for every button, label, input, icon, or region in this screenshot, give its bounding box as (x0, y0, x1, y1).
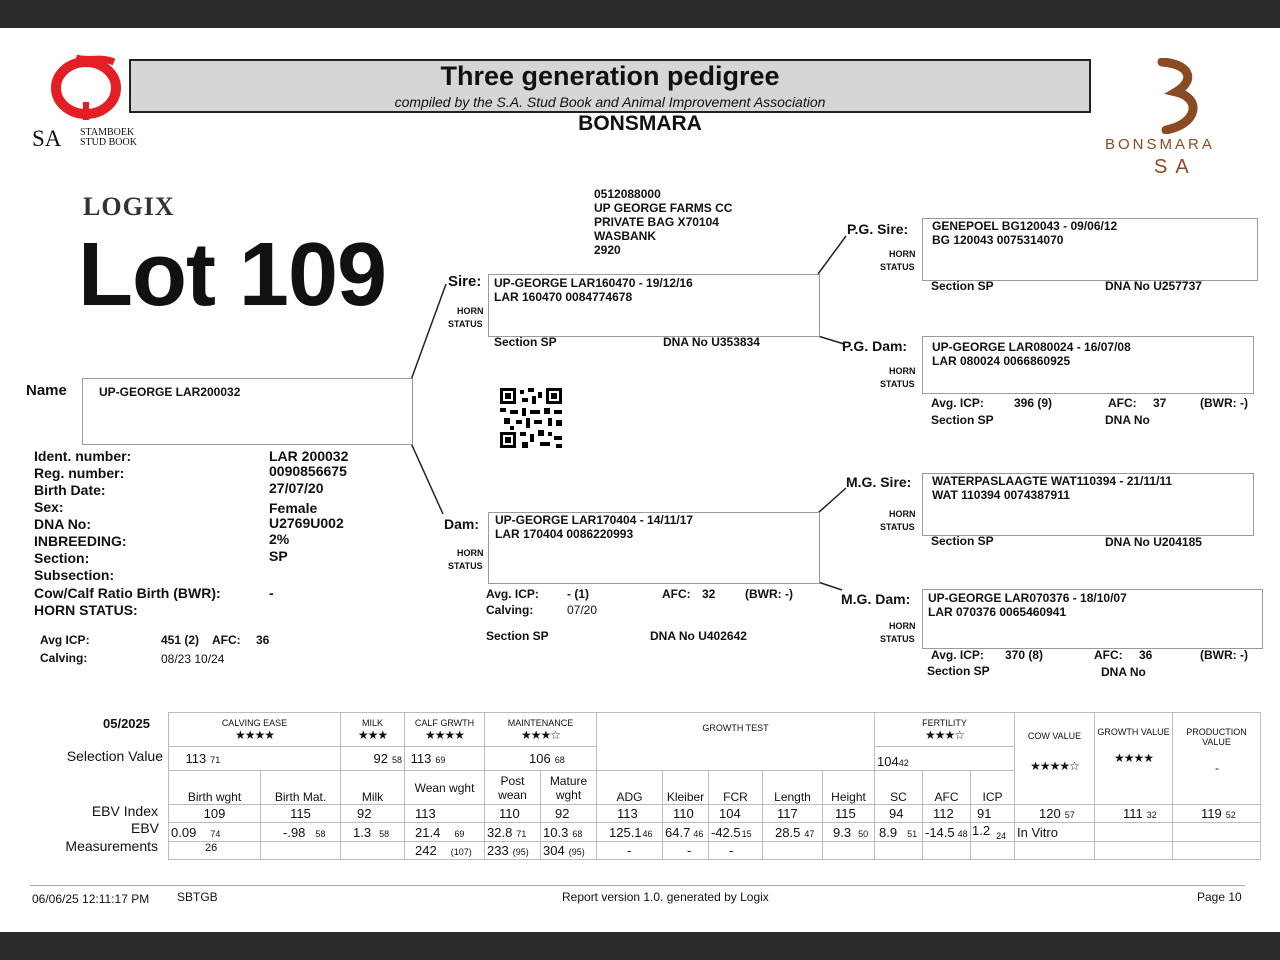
animal-avg-icp-label: Avg ICP: (40, 633, 90, 647)
stars-milk-icon: ★★★ (357, 727, 388, 742)
measurements-row (169, 842, 1261, 860)
meas-cell (971, 842, 1015, 860)
sire-dna: DNA No U353834 (663, 335, 760, 349)
mg-sire-name: WATERPASLAAGTE WAT110394 - 21/11/11 (932, 474, 1173, 488)
group-fertility: FERTILITY ★★★☆ (875, 713, 1015, 747)
sel-calf-growth: 113 69 (405, 747, 485, 771)
mg-sire-label: M.G. Sire: (846, 474, 912, 490)
index-cell: 115 (823, 805, 875, 823)
mg-sire-box (922, 473, 1254, 536)
sire-label: Sire: (448, 273, 482, 290)
index-cell: 92 (541, 805, 597, 823)
pg-dam-avg-icp-label: Avg. ICP: (931, 396, 984, 410)
col-height: Height (823, 771, 875, 805)
sa-prefix: SA (32, 126, 62, 151)
col-post-wean: Post wean (485, 771, 541, 805)
pg-sire-section: Section SP (931, 279, 994, 293)
pg-sire-box (922, 218, 1258, 281)
pg-dam-bwr: (BWR: -) (1200, 396, 1248, 410)
col-kleiber: Kleiber (663, 771, 709, 805)
group-calf-growth: CALF GRWTH ★★★★ (405, 713, 485, 747)
animal-name-box (82, 378, 413, 445)
dam-calving-label: Calving: (486, 603, 534, 617)
footer-user: SBTGB (177, 890, 218, 904)
ebv-in-vitro: In Vitro (1015, 823, 1095, 842)
animal-avg-icp: 451 (2) (161, 633, 200, 647)
pg-dam-avg-icp: 396 (9) (1014, 396, 1053, 410)
mg-dam-box (922, 589, 1263, 649)
ebv-cell: 1.2 $_{24}$ (971, 823, 1015, 842)
sire-box (488, 274, 820, 337)
dam-name: UP-GEORGE LAR170404 - 14/11/17 (495, 513, 694, 527)
index-cow-value: 120 57 (1015, 805, 1095, 823)
stars-calf-growth-icon: ★★★★ (424, 727, 465, 742)
meas-cell (823, 842, 875, 860)
mg-dam-name: UP-GEORGE LAR070376 - 18/10/07 (928, 591, 1127, 605)
mg-dam-horn-label: HORN (889, 621, 916, 631)
meas-cell: - (597, 842, 663, 860)
footer-report: Report version 1.0. generated by Logix (562, 890, 769, 904)
stars-fertility-icon: ★★★☆ (924, 727, 965, 742)
pg-sire-ids: BG 120043 0075314070 (932, 233, 1064, 247)
pg-sire-name: GENEPOEL BG120043 - 09/06/12 (932, 219, 1118, 233)
group-milk: MILK ★★★ (341, 713, 405, 747)
dam-box (488, 512, 820, 584)
group-growth-test: GROWTH TEST (597, 713, 875, 771)
ebv-cell: -42.515 (709, 823, 763, 842)
sel-calving-ease: 113 71 (169, 747, 341, 771)
pg-dam-name: UP-GEORGE LAR080024 - 16/07/08 (932, 340, 1131, 354)
footer-page: Page 10 (1197, 890, 1242, 904)
index-cell: 110 (663, 805, 709, 823)
group-calving-ease: CALVING EASE ★★★★ (169, 713, 341, 747)
pg-sire-status-label: STATUS (880, 262, 915, 272)
ebv-cell: 10.3 68 (541, 823, 597, 842)
meas-cell (763, 842, 823, 860)
pg-sire-label: P.G. Sire: (847, 221, 909, 237)
row-label-measurements: Measurements (65, 838, 158, 854)
group-cow-value: COW VALUE ★★★★☆ (1015, 713, 1095, 805)
meas-cell (923, 842, 971, 860)
col-birth-wght: Birth wght (169, 771, 261, 805)
index-cell: 104 (709, 805, 763, 823)
ebv-cell: 9.3 50 (823, 823, 875, 842)
meas-cell: 242 (107) (405, 842, 485, 860)
animal-name: UP-GEORGE LAR200032 (99, 385, 241, 399)
pg-dam-horn-label: HORN (889, 366, 916, 376)
pg-dam-label: P.G. Dam: (842, 338, 908, 354)
ebv-cell: 8.9 51 (875, 823, 923, 842)
row-label-ebv: EBV (130, 820, 159, 836)
col-sc: SC (875, 771, 923, 805)
mg-dam-afc: 36 (1139, 648, 1153, 662)
meas-cell: 233 (95) (485, 842, 541, 860)
pg-dam-afc-label: AFC: (1108, 396, 1137, 410)
mg-sire-ids: WAT 110394 0074387911 (932, 488, 1070, 502)
index-cell: 110 (485, 805, 541, 823)
group-growth-value: GROWTH VALUE ★★★★ (1095, 713, 1173, 805)
ebv-date: 05/2025 (103, 716, 150, 731)
pg-dam-ids: LAR 080024 0066860925 (932, 354, 1071, 368)
ebv-cell: -.98 58 (261, 823, 341, 842)
index-cell: 94 (875, 805, 923, 823)
index-growth-value: 111 32 (1095, 805, 1173, 823)
ebv-cell: 1.3 58 (341, 823, 405, 842)
bonsmara-logo-sa: SA (1154, 156, 1197, 178)
name-label: Name (26, 382, 67, 399)
index-cell: 113 (405, 805, 485, 823)
meas-cell (341, 842, 405, 860)
mg-dam-afc-label: AFC: (1094, 648, 1123, 662)
group-production-value: PRODUCTION VALUE - (1173, 713, 1261, 805)
bonsmara-logo-text: BONSMARA (1105, 136, 1215, 153)
lot-number: Lot 109 (78, 225, 387, 325)
pg-dam-afc: 37 (1153, 396, 1167, 410)
group-maintenance: MAINTENANCE ★★★☆ (485, 713, 597, 747)
mg-dam-label: M.G. Dam: (841, 591, 911, 607)
col-fcr: FCR (709, 771, 763, 805)
index-cell: 117 (763, 805, 823, 823)
footer-datetime: 06/06/25 12:11:17 PM (32, 892, 150, 906)
ebv-cell: 32.8 71 (485, 823, 541, 842)
sa-logo-text: STAMBOEK STUD BOOK (80, 127, 137, 148)
footer-divider (30, 885, 1245, 886)
ebv-cell: 64.7 46 (663, 823, 709, 842)
sire-ids: LAR 160470 0084774678 (494, 290, 633, 304)
animal-calving: 08/23 10/24 (161, 652, 225, 666)
index-production-value: 119 52 (1173, 805, 1261, 823)
dam-dna: DNA No U402642 (650, 629, 747, 643)
sire-name: UP-GEORGE LAR160470 - 19/12/16 (494, 276, 693, 290)
ebv-cell: 125.146 (597, 823, 663, 842)
animal-calving-label: Calving: (40, 651, 88, 665)
stars-cow-value-icon: ★★★★☆ (1030, 759, 1079, 773)
logix-logo: LOGIX (83, 192, 175, 221)
meas-cell (261, 842, 341, 860)
sel-milk: 92 58 (341, 747, 405, 771)
col-milk: Milk (341, 771, 405, 805)
meas-cell (875, 842, 923, 860)
ebv-cell: 21.4 69 (405, 823, 485, 842)
sire-horn-label: HORN (457, 306, 484, 316)
mg-dam-ids: LAR 070376 0065460941 (928, 605, 1067, 619)
mg-dam-bwr: (BWR: -) (1200, 648, 1248, 662)
index-cell: 92 (341, 805, 405, 823)
pg-dam-section: Section SP (931, 413, 994, 427)
dam-bwr: (BWR: -) (745, 587, 793, 601)
dam-afc-label: AFC: (662, 587, 691, 601)
animal-afc: 36 (256, 633, 270, 647)
page-subtitle: compiled by the S.A. Stud Book and Animal Improvement Association (394, 94, 826, 110)
mg-dam-section: Section SP (927, 664, 990, 678)
sel-maintenance: 106 68 (485, 747, 597, 771)
ebv-index-row (169, 805, 1261, 823)
meas-cell: - (663, 842, 709, 860)
animal-fields: Ident. number: LAR 200032 Reg. number: 0090856675 Birth Date: 27/07/20 Sex: Female DNA No: U2769U002 INBREEDING: 2% Section: SP Subsection: Cow/Calf Ratio Birth (BWR): - HORN STATUS: (34, 448, 349, 618)
index-cell: 115 (261, 805, 341, 823)
index-cell: 113 (597, 805, 663, 823)
ebv-cell: 0.09 74 (169, 823, 261, 842)
dam-horn-label: HORN (457, 548, 484, 558)
row-label-selection: Selection Value (66, 748, 163, 764)
mg-dam-status-label: STATUS (880, 634, 915, 644)
ebv-cell: -14.5 48 (923, 823, 971, 842)
animal-afc-label: AFC: (212, 633, 241, 647)
ebv-cell: 28.5 47 (763, 823, 823, 842)
col-birth-mat: Birth Mat. (261, 771, 341, 805)
row-label-ebv-index: EBV Index (91, 803, 158, 819)
index-cell: 91 (971, 805, 1015, 823)
pg-sire-horn-label: HORN (889, 249, 916, 259)
dam-avg-icp: - (1) (567, 587, 589, 601)
meas-cell: 26 (169, 842, 261, 860)
dam-status-label: STATUS (448, 561, 483, 571)
mg-sire-status-label: STATUS (880, 522, 915, 532)
stars-calving-ease-icon: ★★★★ (234, 727, 275, 742)
dam-section: Section SP (486, 629, 549, 643)
stars-maintenance-icon: ★★★☆ (520, 727, 561, 742)
col-wean-wght: Wean wght (405, 771, 485, 805)
dam-calving: 07/20 (567, 603, 598, 617)
col-afc: AFC (923, 771, 971, 805)
stars-growth-value-icon: ★★★★ (1113, 751, 1154, 765)
meas-cell: - (709, 842, 763, 860)
mg-sire-section: Section SP (931, 534, 994, 548)
mg-sire-horn-label: HORN (889, 509, 916, 519)
col-length: Length (763, 771, 823, 805)
breed-title: BONSMARA (578, 112, 702, 135)
meas-cell: 304 (95) (541, 842, 597, 860)
sire-section: Section SP (494, 335, 557, 349)
col-adg: ADG (597, 771, 663, 805)
mg-sire-dna: DNA No U204185 (1105, 535, 1202, 549)
dam-label: Dam: (444, 516, 480, 532)
mg-dam-avg-icp: 370 (8) (1005, 648, 1044, 662)
qr-code-icon (500, 388, 562, 448)
pg-sire-dna: DNA No U257737 (1105, 279, 1202, 293)
dam-avg-icp-label: Avg. ICP: (486, 587, 539, 601)
ebv-table (168, 712, 1261, 860)
pg-dam-box (922, 336, 1254, 394)
ebv-row (169, 823, 1261, 842)
col-mature-wght: Mature wght (541, 771, 597, 805)
mg-dam-avg-icp-label: Avg. ICP: (931, 648, 984, 662)
dam-ids: LAR 170404 0086220993 (495, 527, 634, 541)
sel-fertility: 10442 (875, 747, 1015, 771)
index-cell: 109 (169, 805, 261, 823)
bottom-bar (0, 932, 1280, 960)
pg-dam-dna: DNA No (1105, 413, 1150, 427)
col-icp: ICP (971, 771, 1015, 805)
index-cell: 112 (923, 805, 971, 823)
sire-status-label: STATUS (448, 319, 483, 329)
pg-dam-status-label: STATUS (880, 379, 915, 389)
page-title: Three generation pedigree (440, 61, 780, 91)
dam-afc: 32 (702, 587, 716, 601)
owner-block: 0512088000 UP GEORGE FARMS CC PRIVATE BAG X70104 WASBANK 2920 (594, 187, 733, 257)
mg-dam-dna: DNA No (1101, 665, 1146, 679)
